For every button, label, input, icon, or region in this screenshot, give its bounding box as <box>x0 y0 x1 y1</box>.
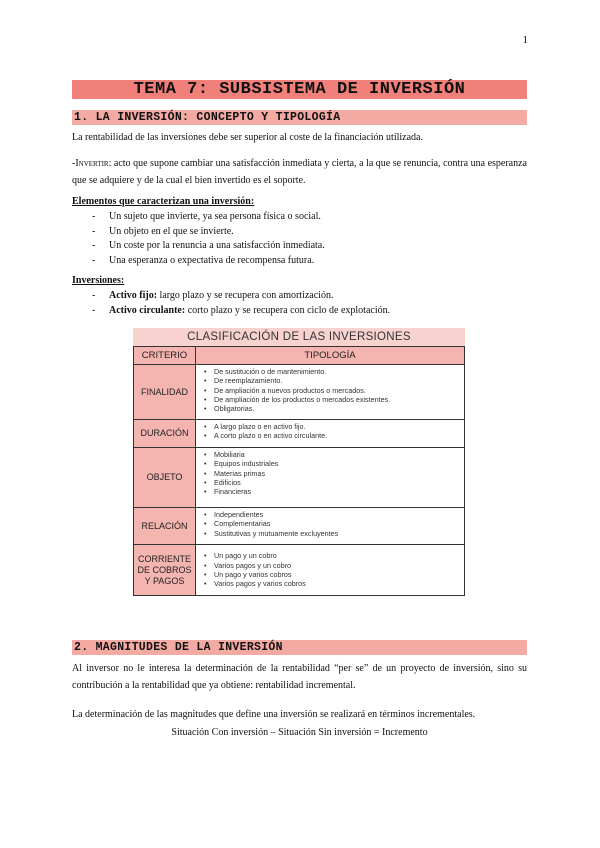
criterio-relacion: RELACIÓN <box>134 507 196 544</box>
list-item: • Mobiliaria <box>202 450 464 459</box>
list-item: • Financieras <box>202 487 464 496</box>
list-item: • Varios pagos y varios cobros <box>202 579 306 588</box>
list-item: • Independientes <box>202 510 464 519</box>
formula-line: Situación Con inversión – Situación Sin inversión = Incremento <box>171 727 428 738</box>
intro-paragraph: La rentabilidad de las inversiones debe ser superior al coste de la financiación utilizada. <box>72 132 423 143</box>
list-item: • De reemplazamiento. <box>202 376 464 385</box>
list-item: • Sustitutivas y mutuamente excluyentes <box>202 529 464 538</box>
header-tipologia: TIPOLOGÍA <box>196 346 464 364</box>
list-item: • A corto plazo o en activo circulante. <box>202 431 464 440</box>
tipologia-duracion <box>196 419 464 447</box>
list-item: • De ampliación de los productos o mercados existentes. <box>202 395 464 404</box>
list-item: • Un pago y varios cobros <box>202 570 306 579</box>
inversiones-block <box>72 272 527 318</box>
criterio-objeto: OBJETO <box>134 447 196 507</box>
invertir-definition <box>72 155 527 189</box>
list-item: • Materias primas <box>202 469 464 478</box>
table-grid <box>133 346 465 596</box>
list-item: • Varios pagos y un cobro <box>202 561 306 570</box>
section-1-heading: 1. LA INVERSIÓN: CONCEPTO Y TIPOLOGÍA <box>72 110 527 125</box>
criterio-finalidad: FINALIDAD <box>134 364 196 419</box>
inversiones-heading: Inversiones: <box>72 275 125 286</box>
list-item: • De sustitución o de mantenimiento. <box>202 367 464 376</box>
list-item <box>72 304 527 319</box>
tipologia-objeto <box>196 447 464 507</box>
page-number: 1 <box>522 34 528 46</box>
page-title: TEMA 7: SUBSISTEMA DE INVERSIÓN <box>72 80 527 99</box>
list-item: • Equipos industriales <box>202 459 464 468</box>
list-item: • Complementarias <box>202 519 464 528</box>
list-item: • Un pago y un cobro <box>202 551 306 560</box>
inversiones-list <box>72 289 527 318</box>
magnitudes-paragraph-1: Al inversor no le interesa la determinación de la rentabilidad “per se” de un proyecto de inversión, sino su contribución a la rentabilidad que ya obtiene: rentabilidad incremental. <box>72 663 527 691</box>
list-item <box>72 289 527 304</box>
list-item: • Obligatorias. <box>202 404 464 413</box>
tipologia-finalidad <box>196 364 464 419</box>
list-item: - Un sujeto que invierte, ya sea persona física o social. <box>72 210 527 225</box>
invertir-text: : acto que supone cambiar una satisfacción inmediata y cierta, a la que se renuncia, contra una esperanza que se adquiere y de la cual el bien invertido es el soporte. <box>72 158 527 186</box>
elementos-heading: Elementos que caracterizan una inversión: <box>72 196 255 207</box>
list-item: • A largo plazo o en activo fijo. <box>202 422 464 431</box>
activo-circulante-term: Activo circulante: <box>109 304 186 316</box>
table-title: CLASIFICACIÓN DE LAS INVERSIONES <box>133 328 465 346</box>
classification-table <box>133 328 465 597</box>
list-item: • De ampliación a nuevos productos o mercados. <box>202 386 464 395</box>
section-2-heading: 2. MAGNITUDES DE LA INVERSIÓN <box>72 640 527 655</box>
list-item: - Un objeto en el que se invierte. <box>72 225 527 240</box>
elementos-list <box>72 210 527 268</box>
tipologia-relacion <box>196 507 464 544</box>
list-item: - Una esperanza o expectativa de recompensa futura. <box>72 254 527 269</box>
list-item: • Edificios <box>202 478 464 487</box>
criterio-duracion: DURACIÓN <box>134 419 196 447</box>
header-criterio: CRITERIO <box>134 346 196 364</box>
criterio-corriente: CORRIENTE DE COBROS Y PAGOS <box>134 544 196 595</box>
invertir-term: -Invertir <box>72 158 109 169</box>
elementos-block <box>72 193 527 268</box>
tipologia-corriente <box>196 544 464 595</box>
list-item: - Un coste por la renuncia a una satisfacción inmediata. <box>72 239 527 254</box>
activo-fijo-desc: largo plazo y se recupera con amortización. <box>157 290 334 301</box>
activo-fijo-term: Activo fijo: <box>109 290 158 301</box>
activo-circulante-desc: corto plazo y se recupera con ciclo de explotación. <box>185 304 391 316</box>
magnitudes-paragraph-2: La determinación de las magnitudes que define una inversión se realizará en términos incrementales. <box>72 709 476 720</box>
